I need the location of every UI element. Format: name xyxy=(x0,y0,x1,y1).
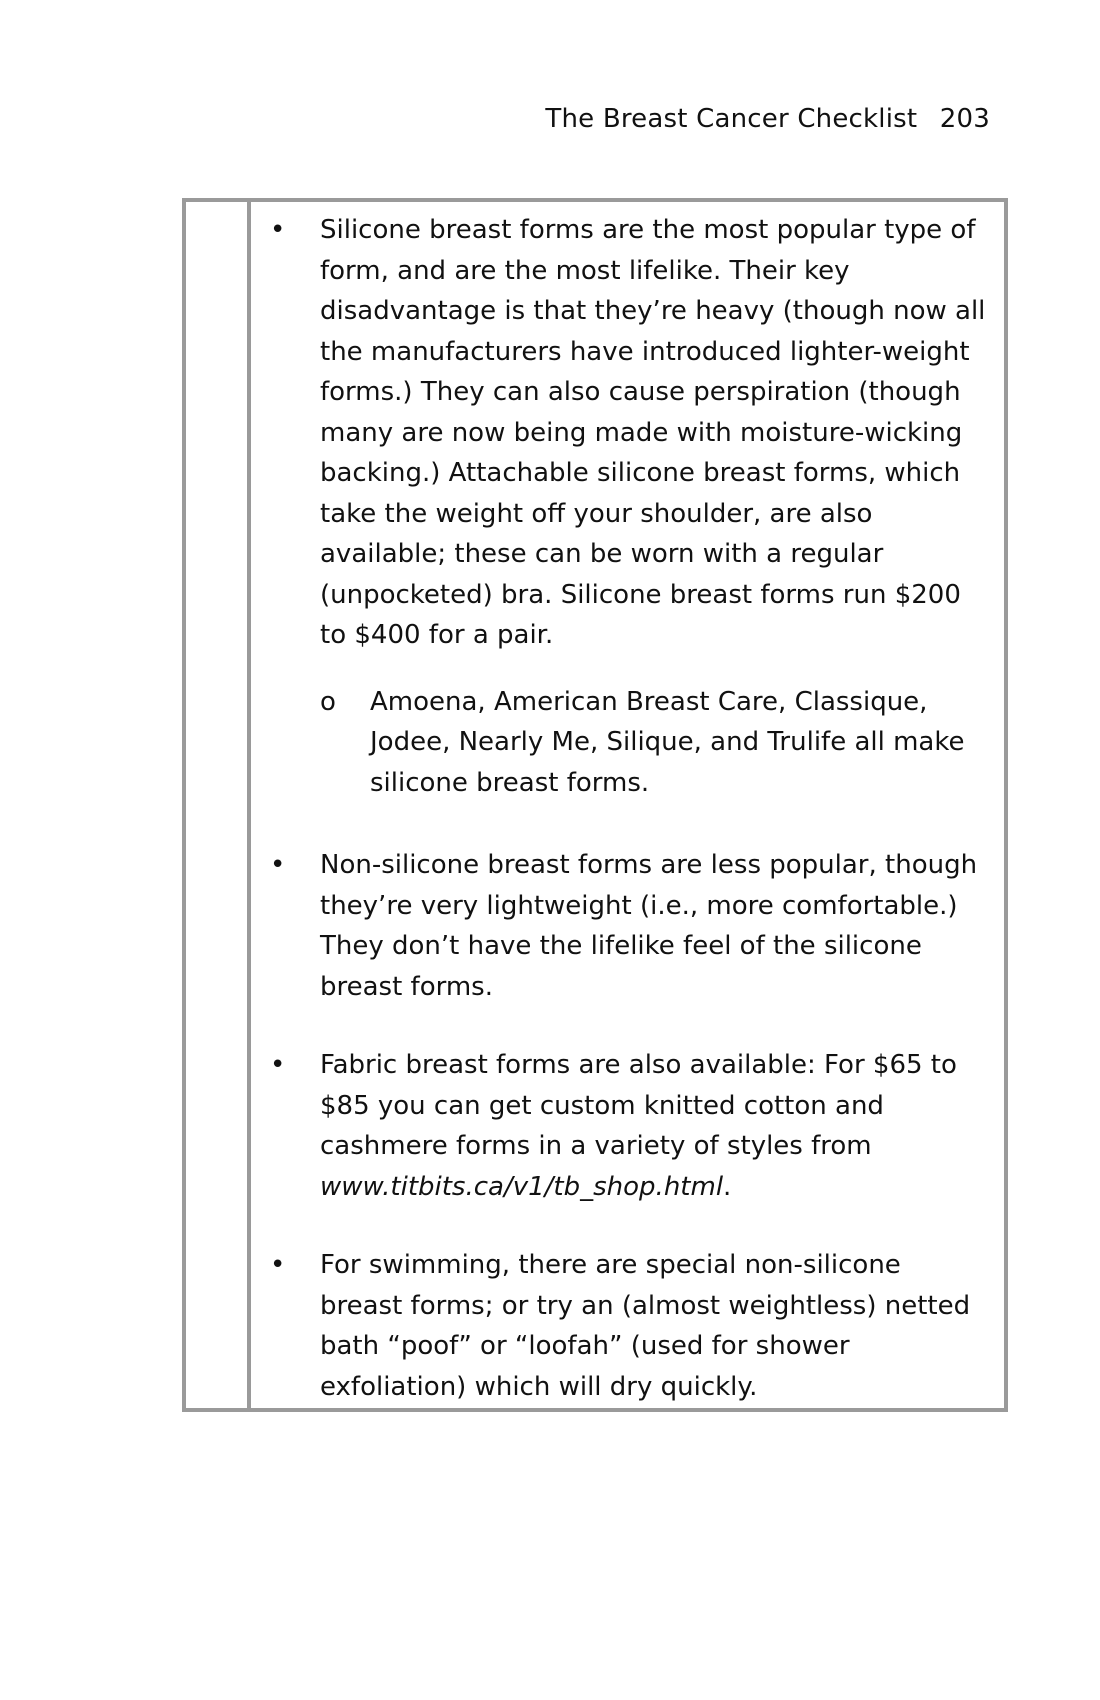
checklist-content xyxy=(254,202,1004,1408)
sub-bullet-icon: o xyxy=(320,686,336,717)
list-item xyxy=(254,1045,1004,1207)
bullet-icon: • xyxy=(270,1050,286,1080)
page-number: 203 xyxy=(939,104,990,134)
bullet-icon: • xyxy=(270,850,286,880)
running-header xyxy=(545,104,990,134)
list-item xyxy=(254,210,1004,656)
shop-url-link[interactable]: www.titbits.ca/v1/tb_shop.html xyxy=(320,1171,724,1202)
checkbox-column-divider xyxy=(247,202,251,1408)
list-item-text: Silicone breast forms are the most popular type of form, and are the most lifelike. Their key disadvantage is that they’re heavy (though now all the manufacturers have introduced lighter-weight forms.) They can also cause perspiration (though many are now being made with moisture-wicking backing.) Attachable silicone breast forms, which take the weight off your shoulder, are also available; these can be worn with a regular (unpocketed) bra. Silicone breast forms run $200 to $400 for a pair. xyxy=(320,215,986,650)
sub-list-item-text: Amoena, American Breast Care, Classique, Jodee, Nearly Me, Silique, and Trulife all make silicone breast forms. xyxy=(370,686,965,798)
checklist-box xyxy=(182,198,1008,1412)
list-item-text: For swimming, there are special non-silicone breast forms; or try an (almost weightless) netted bath “poof” or “loofah” (used for shower exfoliation) which will dry quickly. xyxy=(320,1250,971,1402)
list-item-text: Fabric breast forms are also available: For $65 to $85 you can get custom knitted cotton and cashmere forms in a variety of styles from xyxy=(320,1050,957,1161)
bullet-icon: • xyxy=(270,215,286,245)
sub-list-item xyxy=(254,682,1004,804)
list-item-text: Non-silicone breast forms are less popular, though they’re very lightweight (i.e., more comfortable.) They don’t have the lifelike feel of the silicone breast forms. xyxy=(320,850,978,1002)
list-item-trailing: . xyxy=(723,1171,732,1202)
running-header-title: The Breast Cancer Checklist xyxy=(545,104,918,134)
list-item xyxy=(254,1245,1004,1407)
bullet-icon: • xyxy=(270,1250,286,1280)
list-item xyxy=(254,845,1004,1007)
